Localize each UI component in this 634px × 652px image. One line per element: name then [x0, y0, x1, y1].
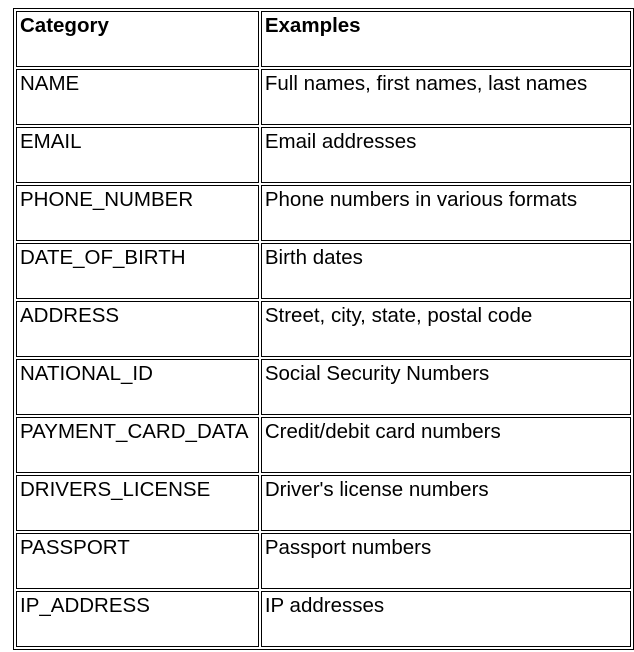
table-row	[16, 301, 631, 357]
table-row	[16, 475, 631, 531]
examples-cell: Passport numbers	[261, 533, 631, 589]
category-cell: PASSPORT	[16, 533, 259, 589]
table-row	[16, 591, 631, 647]
category-cell: IP_ADDRESS	[16, 591, 259, 647]
pii-category-table	[13, 8, 634, 650]
examples-cell: Driver's license numbers	[261, 475, 631, 531]
examples-cell: Social Security Numbers	[261, 359, 631, 415]
category-cell: DRIVERS_LICENSE	[16, 475, 259, 531]
category-cell: NATIONAL_ID	[16, 359, 259, 415]
examples-cell: Street, city, state, postal code	[261, 301, 631, 357]
table-row	[16, 359, 631, 415]
examples-cell: Email addresses	[261, 127, 631, 183]
table-row	[16, 417, 631, 473]
table-row	[16, 185, 631, 241]
category-cell: PHONE_NUMBER	[16, 185, 259, 241]
header-category: Category	[16, 11, 259, 67]
header-row	[16, 11, 631, 67]
category-cell: PAYMENT_CARD_DATA	[16, 417, 259, 473]
table-row	[16, 69, 631, 125]
category-cell: ADDRESS	[16, 301, 259, 357]
examples-cell: Birth dates	[261, 243, 631, 299]
table-row	[16, 533, 631, 589]
examples-cell: Full names, first names, last names	[261, 69, 631, 125]
examples-cell: Phone numbers in various formats	[261, 185, 631, 241]
category-cell: NAME	[16, 69, 259, 125]
examples-cell: IP addresses	[261, 591, 631, 647]
table-row	[16, 243, 631, 299]
category-cell: DATE_OF_BIRTH	[16, 243, 259, 299]
examples-cell: Credit/debit card numbers	[261, 417, 631, 473]
table-row	[16, 127, 631, 183]
header-examples: Examples	[261, 11, 631, 67]
category-cell: EMAIL	[16, 127, 259, 183]
